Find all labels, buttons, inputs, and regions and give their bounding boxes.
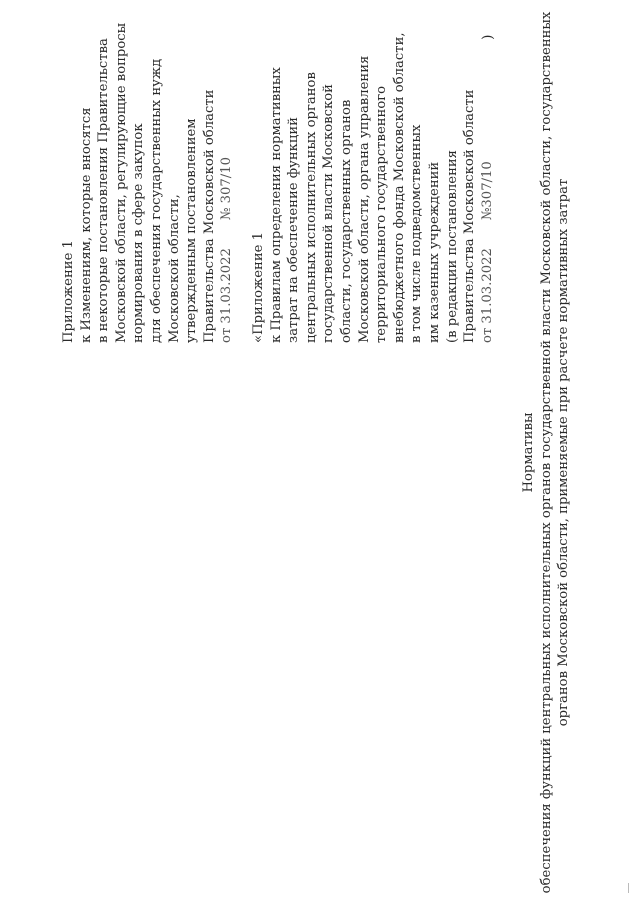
rules-line: в том числе подведомственных [409, 124, 425, 343]
appendix-line: к Изменениям, которые вносятся [78, 107, 94, 343]
rules-date: от 31.03.2022 [479, 248, 495, 343]
appendix-line: Московской области, регулирующие вопросы [113, 22, 129, 343]
appendix-date-line [218, 23, 236, 343]
rules-line: затрат на обеспечение функций [286, 117, 302, 343]
appendix-line: Московской области, [166, 194, 182, 343]
rules-line: области, государственных органов [338, 99, 354, 343]
rules-line: государственной власти Московской [321, 84, 337, 343]
rules-date-line [479, 32, 497, 343]
rules-line: внебюджетного фонда Московской области, [391, 32, 407, 343]
appendix-line: Приложение 1 [61, 240, 76, 343]
rules-appendix-header [250, 32, 496, 343]
appendix-line: утвержденным постановлением [184, 118, 200, 343]
appendix-line: для обеспечения государственных нужд [148, 58, 164, 343]
appendix-number: № 307/10 [219, 156, 235, 221]
rules-line: им казенных учреждений [426, 161, 442, 343]
scan-mark [628, 883, 629, 893]
appendix-line: Правительства Московской области [201, 89, 217, 343]
rules-line: Правительства Московской области [462, 89, 478, 343]
rules-line: к Правилам определения нормативных [268, 67, 284, 343]
rules-line: центральных исполнительных органов [303, 72, 319, 343]
title-line: обеспечения функций центральных исполнительных органов государственной власти Московской области, государственных [538, 11, 554, 894]
closing-parenthesis: ) [480, 34, 496, 40]
appendix-line: в некоторые постановления Правительства [96, 38, 112, 343]
appendix-date: от 31.03.2022 [219, 248, 235, 343]
rules-line: территориального государственного [374, 85, 390, 343]
rules-line: Московской области, органа управления [356, 55, 372, 343]
title-heading: Нормативы [521, 412, 536, 493]
rules-line: «Приложение 1 [251, 231, 266, 343]
appendix-1-header [60, 23, 236, 343]
title-line: органов Московской области, применяемые при расчете нормативных затрат [556, 178, 572, 727]
rules-line: (в редакции постановления [444, 150, 460, 343]
rules-number: №307/10 [479, 161, 495, 221]
document-title [520, 0, 573, 905]
appendix-line: нормирования в сфере закупок [131, 123, 147, 343]
